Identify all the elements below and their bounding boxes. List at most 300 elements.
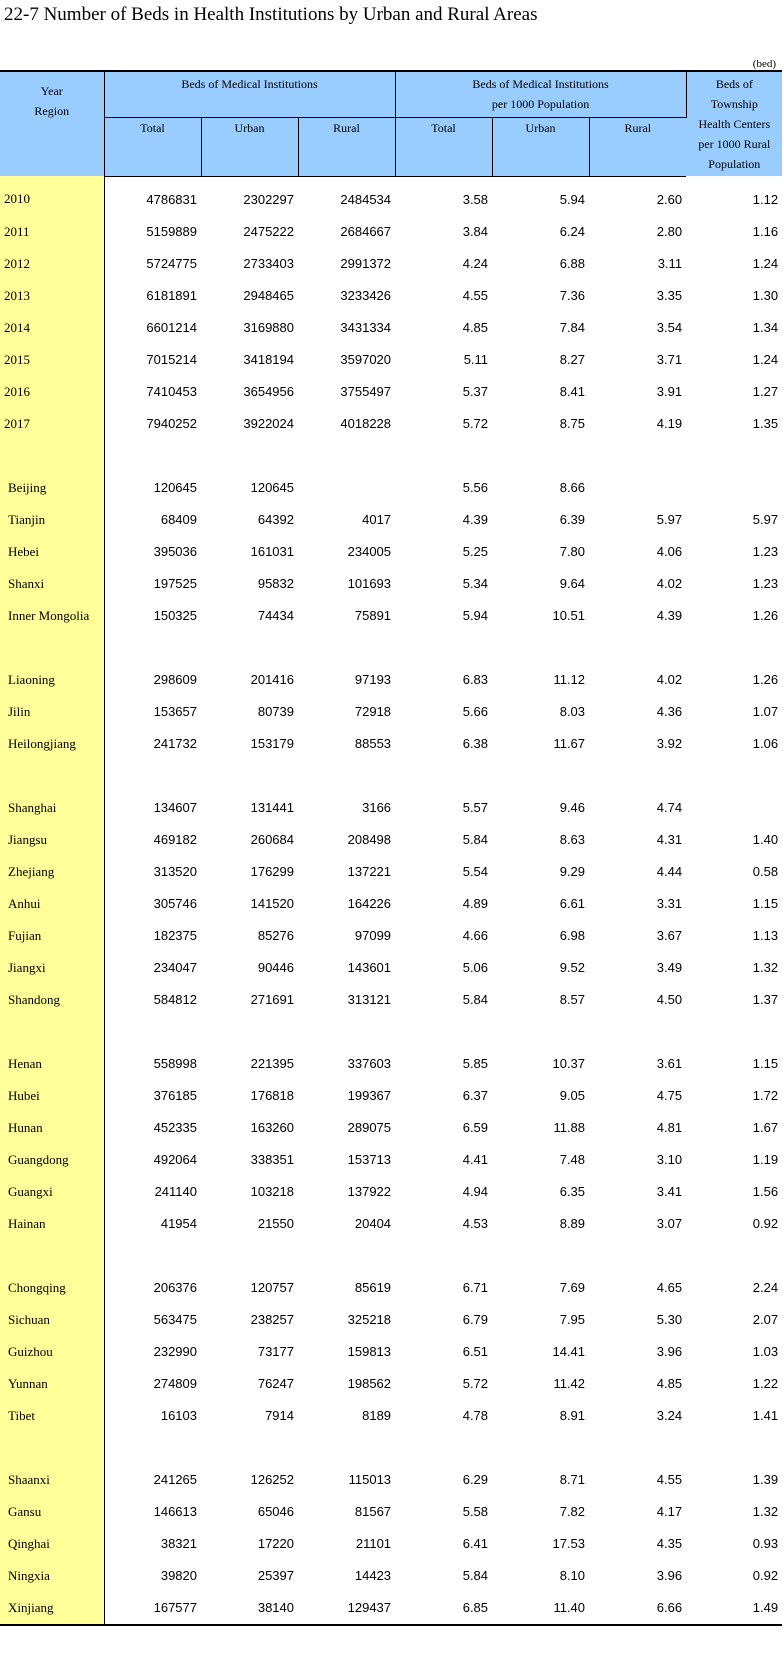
cell-value: 3.07 <box>656 1216 683 1231</box>
header-beds-group: Beds of Medical Institutions <box>104 71 395 117</box>
header-beds-urban: Urban <box>201 117 298 176</box>
cell-value: 150325 <box>153 608 197 623</box>
cell-value: 6.35 <box>559 1184 586 1199</box>
row-label: Anhui <box>0 888 104 920</box>
cell-value: 7410453 <box>146 384 197 399</box>
row-label: Hunan <box>0 1112 104 1144</box>
cell-value: 206376 <box>153 1280 197 1295</box>
header-per1000-line1: Beds of Medical Institutions <box>472 77 609 91</box>
cell-value <box>298 1432 395 1464</box>
table-row <box>0 952 782 984</box>
cell-value: 41954 <box>160 1216 197 1231</box>
cell-value: 199367 <box>347 1088 392 1103</box>
cell-value: 4.02 <box>656 576 683 591</box>
cell-value: 153713 <box>347 1152 392 1167</box>
row-label: Jiangsu <box>0 824 104 856</box>
cell-value: 221395 <box>250 1056 294 1071</box>
cell-value: 4.65 <box>656 1280 683 1295</box>
cell-value: 234005 <box>347 544 392 559</box>
cell-value: 164226 <box>347 896 392 911</box>
cell-value: 1.32 <box>752 960 779 975</box>
cell-value: 5.25 <box>462 544 489 559</box>
spacer-row <box>0 440 782 472</box>
cell-value: 103218 <box>250 1184 294 1199</box>
cell-value: 6.38 <box>462 736 489 751</box>
cell-value: 1.23 <box>752 544 779 559</box>
row-label: Shaanxi <box>0 1464 104 1496</box>
cell-value: 2991372 <box>340 256 392 271</box>
table-row <box>0 1560 782 1592</box>
cell-value: 11.88 <box>553 1120 586 1135</box>
cell-value: 129437 <box>298 1592 395 1625</box>
cell-value: 8.75 <box>559 416 586 431</box>
cell-value: 2302297 <box>243 192 294 207</box>
cell-value: 17.53 <box>552 1536 586 1551</box>
cell-value: 1.30 <box>752 288 779 303</box>
cell-value: 159813 <box>347 1344 392 1359</box>
cell-value: 274809 <box>153 1376 197 1391</box>
cell-value: 4.53 <box>462 1216 489 1231</box>
cell-value <box>201 760 298 792</box>
cell-value: 6.51 <box>462 1344 489 1359</box>
table-row <box>0 1400 782 1432</box>
cell-value: 241140 <box>154 1184 197 1199</box>
table-row <box>0 1272 782 1304</box>
cell-value: 8.10 <box>559 1568 586 1583</box>
row-label: Hebei <box>0 536 104 568</box>
cell-value: 7.69 <box>559 1280 586 1295</box>
cell-value: 3.54 <box>656 320 683 335</box>
cell-value: 3.92 <box>656 736 683 751</box>
cell-value: 131441 <box>250 800 294 815</box>
cell-value: 11.12 <box>553 672 586 687</box>
row-label: Inner Mongolia <box>0 600 104 632</box>
row-label: Guangdong <box>0 1144 104 1176</box>
cell-value: 1.24 <box>752 256 779 271</box>
row-label: Ningxia <box>0 1560 104 1592</box>
cell-value: 97099 <box>354 928 392 943</box>
cell-value <box>686 440 782 472</box>
cell-value <box>395 632 492 664</box>
row-label: Tibet <box>0 1400 104 1432</box>
cell-value: 1.23 <box>752 576 779 591</box>
cell-value: 1.26 <box>752 608 779 623</box>
header-township-line4: per 1000 Rural <box>698 137 771 151</box>
cell-value <box>395 440 492 472</box>
header-year-region <box>0 71 104 176</box>
header-township <box>686 71 782 176</box>
table-row <box>0 1464 782 1496</box>
cell-value: 6.24 <box>559 224 586 239</box>
cell-value: 0.92 <box>752 1216 779 1231</box>
cell-value: 76247 <box>257 1376 294 1391</box>
cell-value: 198562 <box>347 1376 392 1391</box>
row-label: Henan <box>0 1048 104 1080</box>
cell-value: 5.06 <box>462 960 489 975</box>
cell-value: 1.34 <box>752 320 779 335</box>
row-label <box>0 440 104 472</box>
cell-value: 5.57 <box>462 800 489 815</box>
header-year: Year <box>40 84 63 98</box>
cell-value: 1.22 <box>752 1376 779 1391</box>
cell-value <box>589 632 686 664</box>
row-label: Gansu <box>0 1496 104 1528</box>
cell-value: 4.55 <box>656 1472 683 1487</box>
cell-value: 2484534 <box>340 192 392 207</box>
cell-value <box>201 632 298 664</box>
cell-value: 4.02 <box>656 672 683 687</box>
cell-value: 7015214 <box>146 352 197 367</box>
cell-value: 4.39 <box>656 608 683 623</box>
cell-value: 64392 <box>257 512 294 527</box>
cell-value <box>395 1432 492 1464</box>
cell-value: 260684 <box>250 832 294 847</box>
cell-value: 1.72 <box>752 1088 779 1103</box>
cell-value: 4.24 <box>462 256 489 271</box>
cell-value: 4.41 <box>462 1152 489 1167</box>
cell-value: 176299 <box>250 864 294 879</box>
cell-value: 5.84 <box>462 1568 489 1583</box>
row-label: Liaoning <box>0 664 104 696</box>
cell-value: 298609 <box>153 672 197 687</box>
cell-value <box>686 632 782 664</box>
cell-value: 6.83 <box>462 672 489 687</box>
cell-value: 201416 <box>250 672 294 687</box>
cell-value: 4786831 <box>146 192 197 207</box>
cell-value: 5.54 <box>462 864 489 879</box>
cell-value: 238257 <box>250 1312 294 1327</box>
cell-value: 7.84 <box>559 320 586 335</box>
header-per1000-urban: Urban <box>492 117 589 176</box>
table-row <box>0 1368 782 1400</box>
cell-value: 1.40 <box>752 832 779 847</box>
cell-value: 584812 <box>153 992 197 1007</box>
cell-value: 4017 <box>362 512 392 527</box>
table-row <box>0 1336 782 1368</box>
cell-value <box>492 1432 589 1464</box>
row-label: Hainan <box>0 1208 104 1240</box>
cell-value: 2475222 <box>243 224 294 239</box>
row-label: Tianjin <box>0 504 104 536</box>
row-label: Xinjiang <box>0 1592 104 1625</box>
cell-value: 4.35 <box>656 1536 683 1551</box>
cell-value <box>589 760 686 792</box>
cell-value: 65046 <box>257 1504 294 1519</box>
cell-value: 197525 <box>153 576 197 591</box>
header-per1000-group <box>395 71 686 117</box>
cell-value: 9.46 <box>559 800 586 815</box>
cell-value: 1.39 <box>752 1472 779 1487</box>
cell-value: 4018228 <box>340 416 392 431</box>
cell-value: 1.07 <box>752 704 779 719</box>
cell-value <box>589 1432 686 1464</box>
cell-value: 6.98 <box>559 928 586 943</box>
cell-value <box>492 760 589 792</box>
cell-value: 2.60 <box>656 192 683 207</box>
cell-value: 8.41 <box>559 384 586 399</box>
cell-value: 2.07 <box>752 1312 779 1327</box>
cell-value <box>686 1432 782 1464</box>
header-township-line2: Township <box>710 97 758 111</box>
cell-value: 8.63 <box>559 832 586 847</box>
cell-value: 38140 <box>201 1592 298 1625</box>
table-row <box>0 1208 782 1240</box>
row-label: Shanghai <box>0 792 104 824</box>
cell-value <box>395 1016 492 1048</box>
table-row <box>0 376 782 408</box>
cell-value: 25397 <box>257 1568 294 1583</box>
cell-value: 4.50 <box>656 992 683 1007</box>
row-label: Fujian <box>0 920 104 952</box>
cell-value: 153179 <box>250 736 294 751</box>
cell-value: 9.05 <box>559 1088 586 1103</box>
cell-value: 3169880 <box>243 320 294 335</box>
header-region: Region <box>34 104 70 118</box>
cell-value: 6.61 <box>559 896 586 911</box>
table-row <box>0 176 782 216</box>
cell-value: 134607 <box>153 800 197 815</box>
cell-value: 4.89 <box>462 896 489 911</box>
cell-value <box>589 440 686 472</box>
row-label <box>0 1432 104 1464</box>
cell-value: 39820 <box>160 1568 197 1583</box>
cell-value: 8.57 <box>559 992 586 1007</box>
cell-value <box>104 1432 201 1464</box>
cell-value <box>104 632 201 664</box>
cell-value: 9.52 <box>559 960 586 975</box>
cell-value: 6.85 <box>395 1592 492 1625</box>
cell-value: 5.66 <box>462 704 489 719</box>
cell-value: 11.42 <box>553 1376 586 1391</box>
row-label <box>0 1016 104 1048</box>
cell-value: 120645 <box>153 480 197 495</box>
cell-value: 7.48 <box>559 1152 586 1167</box>
table-row <box>0 984 782 1016</box>
cell-value <box>104 1240 201 1272</box>
cell-value: 6.79 <box>462 1312 489 1327</box>
cell-value: 6.41 <box>462 1536 489 1551</box>
cell-value: 376185 <box>153 1088 197 1103</box>
cell-value: 6.29 <box>462 1472 489 1487</box>
table-row <box>0 856 782 888</box>
table-row <box>0 504 782 536</box>
row-label: Shanxi <box>0 568 104 600</box>
table-row <box>0 312 782 344</box>
cell-value: 0.58 <box>752 864 779 879</box>
cell-value: 3.11 <box>657 256 683 271</box>
spacer-row <box>0 1240 782 1272</box>
cell-value: 4.74 <box>656 800 683 815</box>
cell-value <box>395 760 492 792</box>
cell-value: 7.36 <box>559 288 586 303</box>
table-row <box>0 1080 782 1112</box>
header-township-line1: Beds of <box>715 77 753 91</box>
cell-value: 163260 <box>250 1120 294 1135</box>
cell-value: 241732 <box>153 736 197 751</box>
cell-value: 5.97 <box>656 512 683 527</box>
table-row <box>0 920 782 952</box>
table-row <box>0 344 782 376</box>
cell-value: 73177 <box>257 1344 294 1359</box>
spacer-row <box>0 1432 782 1464</box>
cell-value: 176818 <box>250 1088 294 1103</box>
cell-value: 6.88 <box>559 256 586 271</box>
table-row <box>0 792 782 824</box>
cell-value: 7914 <box>265 1408 294 1423</box>
row-label: Heilongjiang <box>0 728 104 760</box>
cell-value: 232990 <box>153 1344 197 1359</box>
table-row <box>0 696 782 728</box>
cell-value: 2733403 <box>243 256 294 271</box>
cell-value: 3597020 <box>340 352 392 367</box>
table-row <box>0 664 782 696</box>
cell-value: 1.15 <box>752 1056 779 1071</box>
cell-value <box>589 1240 686 1272</box>
header-per1000-rural: Rural <box>589 117 686 176</box>
cell-value <box>298 440 395 472</box>
cell-value <box>104 1016 201 1048</box>
row-label: Guangxi <box>0 1176 104 1208</box>
cell-value: 9.64 <box>559 576 586 591</box>
cell-value: 325218 <box>347 1312 392 1327</box>
row-label <box>0 632 104 664</box>
cell-value: 167577 <box>104 1592 201 1625</box>
cell-value: 4.81 <box>656 1120 683 1135</box>
cell-value: 72918 <box>354 704 392 719</box>
cell-value: 305746 <box>153 896 197 911</box>
cell-value: 3.84 <box>462 224 489 239</box>
cell-value <box>201 440 298 472</box>
cell-value: 4.17 <box>656 1504 683 1519</box>
table-row <box>0 1592 782 1625</box>
cell-value: 11.67 <box>553 736 586 751</box>
cell-value: 8.89 <box>559 1216 586 1231</box>
row-label: Qinghai <box>0 1528 104 1560</box>
cell-value: 3.31 <box>656 896 683 911</box>
cell-value: 5.56 <box>462 480 489 495</box>
cell-value: 101693 <box>347 576 392 591</box>
table-row <box>0 888 782 920</box>
cell-value <box>104 760 201 792</box>
cell-value: 88553 <box>354 736 392 751</box>
cell-value: 3.67 <box>656 928 683 943</box>
cell-value: 1.67 <box>752 1120 779 1135</box>
cell-value: 20404 <box>354 1216 392 1231</box>
cell-value: 7.95 <box>559 1312 586 1327</box>
header-beds-total: Total <box>104 117 201 176</box>
cell-value <box>201 1240 298 1272</box>
header-per1000-total: Total <box>395 117 492 176</box>
cell-value: 3.61 <box>656 1056 683 1071</box>
row-label: 2014 <box>0 312 104 344</box>
cell-value: 3.24 <box>656 1408 683 1423</box>
cell-value: 4.78 <box>462 1408 489 1423</box>
cell-value: 4.19 <box>656 416 683 431</box>
cell-value: 3.35 <box>656 288 683 303</box>
cell-value: 1.16 <box>752 224 779 239</box>
table-row <box>0 824 782 856</box>
cell-value: 182375 <box>153 928 197 943</box>
row-label: Jilin <box>0 696 104 728</box>
cell-value <box>686 1016 782 1048</box>
cell-value: 271691 <box>250 992 294 1007</box>
beds-table <box>0 70 782 1626</box>
cell-value: 146613 <box>153 1504 197 1519</box>
cell-value: 1.19 <box>752 1152 779 1167</box>
cell-value: 208498 <box>347 832 392 847</box>
row-label: 2013 <box>0 280 104 312</box>
cell-value: 95832 <box>257 576 294 591</box>
cell-value: 3.71 <box>656 352 683 367</box>
table-row <box>0 1496 782 1528</box>
cell-value: 5.30 <box>656 1312 683 1327</box>
row-label: 2011 <box>0 216 104 248</box>
cell-value <box>298 1016 395 1048</box>
table-row <box>0 280 782 312</box>
table-body <box>0 176 782 1625</box>
cell-value: 16103 <box>160 1408 197 1423</box>
cell-value: 7940252 <box>146 416 197 431</box>
row-label: Hubei <box>0 1080 104 1112</box>
cell-value: 5.84 <box>462 992 489 1007</box>
cell-value: 81567 <box>354 1504 392 1519</box>
cell-value: 3755497 <box>340 384 392 399</box>
table-row <box>0 248 782 280</box>
cell-value <box>201 1016 298 1048</box>
cell-value: 4.06 <box>656 544 683 559</box>
cell-value: 137922 <box>347 1184 392 1199</box>
cell-value: 4.94 <box>462 1184 489 1199</box>
cell-value <box>492 1016 589 1048</box>
cell-value: 3.96 <box>656 1344 683 1359</box>
cell-value: 4.36 <box>656 704 683 719</box>
cell-value: 5.94 <box>462 608 489 623</box>
cell-value: 5159889 <box>146 224 197 239</box>
unit-label: (bed) <box>752 58 776 70</box>
cell-value: 10.51 <box>552 608 586 623</box>
cell-value: 3.91 <box>656 384 683 399</box>
cell-value <box>298 1240 395 1272</box>
cell-value <box>298 760 395 792</box>
cell-value: 1.15 <box>752 896 779 911</box>
table-row <box>0 1048 782 1080</box>
cell-value: 3.41 <box>656 1184 683 1199</box>
cell-value: 1.12 <box>752 191 779 207</box>
cell-value: 3233426 <box>340 288 392 303</box>
header-township-line3: Health Centers <box>698 117 771 131</box>
table-row <box>0 1144 782 1176</box>
cell-value: 6.59 <box>462 1120 489 1135</box>
cell-value: 137221 <box>347 864 392 879</box>
cell-value: 75891 <box>354 608 392 623</box>
cell-value: 7.82 <box>559 1504 586 1519</box>
spacer-row <box>0 760 782 792</box>
cell-value: 3922024 <box>243 416 294 431</box>
cell-value: 313520 <box>153 864 197 879</box>
page-title: 22-7 Number of Beds in Health Institutions by Urban and Rural Areas <box>4 4 538 25</box>
cell-value <box>589 472 686 504</box>
row-label <box>0 760 104 792</box>
row-label: 2010 <box>0 176 104 216</box>
cell-value: 90446 <box>257 960 294 975</box>
table-row <box>0 472 782 504</box>
cell-value: 1.32 <box>752 1504 779 1519</box>
cell-value: 3.49 <box>656 960 683 975</box>
cell-value: 3418194 <box>243 352 294 367</box>
table-row <box>0 568 782 600</box>
row-label: Yunnan <box>0 1368 104 1400</box>
cell-value: 5.94 <box>559 192 586 207</box>
